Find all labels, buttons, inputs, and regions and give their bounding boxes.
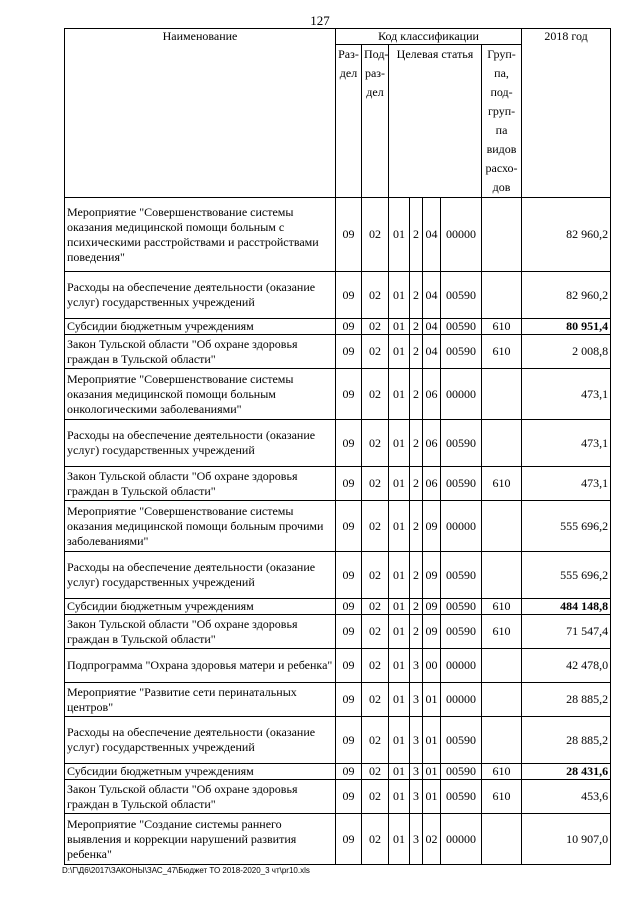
row-razdel-cell: 09	[336, 335, 362, 369]
row-program-code-cell: 01	[389, 272, 410, 319]
row-name-cell: Мероприятие "Создание системы раннего выявления и коррекции нарушений развития ребенка"	[65, 814, 336, 865]
row-event-code-cell: 04	[423, 272, 441, 319]
row-direction-code-cell: 00590	[441, 319, 482, 335]
row-direction-code-cell: 00590	[441, 780, 482, 814]
row-razdel-cell: 09	[336, 717, 362, 764]
row-name-cell: Мероприятие "Совершенствование системы оказания медицинской помощи больным с психическими расстройствами и расстройствами поведения"	[65, 198, 336, 272]
row-program-code-cell: 01	[389, 369, 410, 420]
row-program-code-cell: 01	[389, 717, 410, 764]
header-expense-group: Груп- па, под- груп- па видов расхо- дов	[482, 45, 522, 198]
row-event-code-cell: 04	[423, 319, 441, 335]
row-event-code-cell: 06	[423, 369, 441, 420]
row-direction-code-cell: 00000	[441, 649, 482, 683]
row-subprogram-code-cell: 2	[410, 599, 423, 615]
row-name-cell: Подпрограмма "Охрана здоровья матери и ребенка"	[65, 649, 336, 683]
row-name-cell: Закон Тульской области "Об охране здоровья граждан в Тульской области"	[65, 615, 336, 649]
page-number: 127	[310, 13, 330, 28]
row-amount-cell: 10 907,0	[522, 814, 611, 865]
row-subprogram-code-cell: 3	[410, 683, 423, 717]
row-name-cell: Закон Тульской области "Об охране здоровья граждан в Тульской области"	[65, 335, 336, 369]
row-amount-cell: 473,1	[522, 467, 611, 501]
row-podrazdel-cell: 02	[362, 198, 389, 272]
row-amount-cell: 555 696,2	[522, 501, 611, 552]
file-path-footer: D:\Г\Д6\2017\ЗАКОНЫ\ЗАС_47\Бюджет ТО 2018-2020_3 чт\pr10.xls	[62, 866, 310, 875]
row-program-code-cell: 01	[389, 198, 410, 272]
row-expense-group-cell	[482, 683, 522, 717]
row-podrazdel-cell: 02	[362, 467, 389, 501]
row-amount-cell: 42 478,0	[522, 649, 611, 683]
row-name-cell: Мероприятие "Совершенствование системы оказания медицинской помощи больным онкологическими заболеваниями"	[65, 369, 336, 420]
row-event-code-cell: 01	[423, 683, 441, 717]
row-direction-code-cell: 00590	[441, 552, 482, 599]
row-event-code-cell: 02	[423, 814, 441, 865]
budget-table	[64, 28, 611, 865]
table-row	[65, 501, 611, 552]
row-podrazdel-cell: 02	[362, 501, 389, 552]
row-subprogram-code-cell: 2	[410, 552, 423, 599]
row-direction-code-cell: 00590	[441, 599, 482, 615]
row-direction-code-cell: 00000	[441, 198, 482, 272]
row-expense-group-cell: 610	[482, 467, 522, 501]
row-podrazdel-cell: 02	[362, 369, 389, 420]
row-podrazdel-cell: 02	[362, 683, 389, 717]
row-podrazdel-cell: 02	[362, 814, 389, 865]
header-year: 2018 год	[522, 29, 611, 198]
row-expense-group-cell	[482, 501, 522, 552]
row-expense-group-cell: 610	[482, 780, 522, 814]
row-subprogram-code-cell: 2	[410, 501, 423, 552]
row-expense-group-cell: 610	[482, 599, 522, 615]
table-row	[65, 764, 611, 780]
row-amount-cell: 82 960,2	[522, 272, 611, 319]
row-program-code-cell: 01	[389, 501, 410, 552]
row-direction-code-cell: 00590	[441, 615, 482, 649]
row-expense-group-cell	[482, 649, 522, 683]
table-row	[65, 683, 611, 717]
row-name-cell: Расходы на обеспечение деятельности (оказание услуг) государственных учреждений	[65, 717, 336, 764]
row-amount-cell: 473,1	[522, 369, 611, 420]
table-row	[65, 780, 611, 814]
row-podrazdel-cell: 02	[362, 717, 389, 764]
row-razdel-cell: 09	[336, 683, 362, 717]
row-expense-group-cell	[482, 814, 522, 865]
row-direction-code-cell: 00000	[441, 501, 482, 552]
table-row	[65, 814, 611, 865]
row-event-code-cell: 01	[423, 717, 441, 764]
row-subprogram-code-cell: 2	[410, 198, 423, 272]
row-expense-group-cell	[482, 552, 522, 599]
table-row	[65, 335, 611, 369]
table-row	[65, 615, 611, 649]
row-amount-cell: 28 885,2	[522, 717, 611, 764]
row-direction-code-cell: 00000	[441, 369, 482, 420]
row-razdel-cell: 09	[336, 369, 362, 420]
row-name-cell: Закон Тульской области "Об охране здоровья граждан в Тульской области"	[65, 467, 336, 501]
row-program-code-cell: 01	[389, 683, 410, 717]
row-name-cell: Субсидии бюджетным учреждениям	[65, 319, 336, 335]
row-amount-cell: 555 696,2	[522, 552, 611, 599]
header-razdel: Раз- дел	[336, 45, 362, 198]
row-expense-group-cell: 610	[482, 764, 522, 780]
row-razdel-cell: 09	[336, 272, 362, 319]
row-amount-cell: 473,1	[522, 420, 611, 467]
row-subprogram-code-cell: 2	[410, 272, 423, 319]
row-amount-cell: 2 008,8	[522, 335, 611, 369]
row-podrazdel-cell: 02	[362, 599, 389, 615]
row-podrazdel-cell: 02	[362, 319, 389, 335]
row-name-cell: Мероприятие "Совершенствование системы оказания медицинской помощи больным прочими заболеваниями"	[65, 501, 336, 552]
row-program-code-cell: 01	[389, 467, 410, 501]
row-event-code-cell: 04	[423, 198, 441, 272]
header-target-article: Целевая статья	[389, 45, 482, 198]
row-subprogram-code-cell: 2	[410, 615, 423, 649]
row-subprogram-code-cell: 2	[410, 369, 423, 420]
row-razdel-cell: 09	[336, 198, 362, 272]
row-name-cell: Мероприятие "Развитие сети перинатальных центров"	[65, 683, 336, 717]
row-razdel-cell: 09	[336, 319, 362, 335]
row-subprogram-code-cell: 2	[410, 467, 423, 501]
row-event-code-cell: 01	[423, 764, 441, 780]
row-subprogram-code-cell: 3	[410, 764, 423, 780]
row-event-code-cell: 09	[423, 552, 441, 599]
row-direction-code-cell: 00590	[441, 717, 482, 764]
table-row	[65, 599, 611, 615]
row-program-code-cell: 01	[389, 615, 410, 649]
row-amount-cell: 453,6	[522, 780, 611, 814]
row-razdel-cell: 09	[336, 814, 362, 865]
row-razdel-cell: 09	[336, 764, 362, 780]
row-razdel-cell: 09	[336, 420, 362, 467]
row-subprogram-code-cell: 2	[410, 319, 423, 335]
row-direction-code-cell: 00590	[441, 335, 482, 369]
row-event-code-cell: 09	[423, 615, 441, 649]
row-expense-group-cell	[482, 198, 522, 272]
row-direction-code-cell: 00000	[441, 683, 482, 717]
row-amount-cell: 80 951,4	[522, 319, 611, 335]
table-row	[65, 198, 611, 272]
row-direction-code-cell: 00590	[441, 764, 482, 780]
row-razdel-cell: 09	[336, 615, 362, 649]
row-event-code-cell: 06	[423, 420, 441, 467]
row-program-code-cell: 01	[389, 552, 410, 599]
row-program-code-cell: 01	[389, 319, 410, 335]
row-name-cell: Закон Тульской области "Об охране здоровья граждан в Тульской области"	[65, 780, 336, 814]
row-subprogram-code-cell: 2	[410, 335, 423, 369]
row-expense-group-cell	[482, 369, 522, 420]
row-event-code-cell: 01	[423, 780, 441, 814]
row-amount-cell: 28 431,6	[522, 764, 611, 780]
row-amount-cell: 71 547,4	[522, 615, 611, 649]
table-row	[65, 552, 611, 599]
row-expense-group-cell	[482, 717, 522, 764]
table-row	[65, 717, 611, 764]
row-direction-code-cell: 00590	[441, 467, 482, 501]
row-podrazdel-cell: 02	[362, 420, 389, 467]
row-razdel-cell: 09	[336, 780, 362, 814]
row-direction-code-cell: 00590	[441, 420, 482, 467]
row-razdel-cell: 09	[336, 501, 362, 552]
row-amount-cell: 484 148,8	[522, 599, 611, 615]
table-row	[65, 369, 611, 420]
row-program-code-cell: 01	[389, 814, 410, 865]
row-podrazdel-cell: 02	[362, 272, 389, 319]
row-name-cell: Субсидии бюджетным учреждениям	[65, 764, 336, 780]
row-program-code-cell: 01	[389, 649, 410, 683]
row-expense-group-cell: 610	[482, 319, 522, 335]
row-expense-group-cell	[482, 420, 522, 467]
table-row	[65, 272, 611, 319]
row-program-code-cell: 01	[389, 599, 410, 615]
row-program-code-cell: 01	[389, 780, 410, 814]
row-direction-code-cell: 00000	[441, 814, 482, 865]
table-body	[65, 198, 611, 865]
row-event-code-cell: 04	[423, 335, 441, 369]
row-event-code-cell: 06	[423, 467, 441, 501]
row-expense-group-cell	[482, 272, 522, 319]
header-podrazdel: Под- раз- дел	[362, 45, 389, 198]
row-podrazdel-cell: 02	[362, 764, 389, 780]
row-podrazdel-cell: 02	[362, 615, 389, 649]
row-direction-code-cell: 00590	[441, 272, 482, 319]
row-subprogram-code-cell: 3	[410, 717, 423, 764]
row-program-code-cell: 01	[389, 335, 410, 369]
row-razdel-cell: 09	[336, 552, 362, 599]
row-name-cell: Субсидии бюджетным учреждениям	[65, 599, 336, 615]
header-code-group: Код классификации	[336, 29, 522, 45]
row-subprogram-code-cell: 3	[410, 649, 423, 683]
table-row	[65, 649, 611, 683]
row-razdel-cell: 09	[336, 649, 362, 683]
row-amount-cell: 82 960,2	[522, 198, 611, 272]
row-name-cell: Расходы на обеспечение деятельности (оказание услуг) государственных учреждений	[65, 272, 336, 319]
row-subprogram-code-cell: 3	[410, 814, 423, 865]
table-row	[65, 467, 611, 501]
row-subprogram-code-cell: 2	[410, 420, 423, 467]
row-event-code-cell: 09	[423, 501, 441, 552]
row-expense-group-cell: 610	[482, 615, 522, 649]
row-podrazdel-cell: 02	[362, 335, 389, 369]
row-razdel-cell: 09	[336, 599, 362, 615]
row-program-code-cell: 01	[389, 764, 410, 780]
row-event-code-cell: 00	[423, 649, 441, 683]
row-razdel-cell: 09	[336, 467, 362, 501]
row-event-code-cell: 09	[423, 599, 441, 615]
row-podrazdel-cell: 02	[362, 649, 389, 683]
row-expense-group-cell: 610	[482, 335, 522, 369]
row-program-code-cell: 01	[389, 420, 410, 467]
table-row	[65, 319, 611, 335]
row-podrazdel-cell: 02	[362, 780, 389, 814]
table-row	[65, 420, 611, 467]
row-name-cell: Расходы на обеспечение деятельности (оказание услуг) государственных учреждений	[65, 552, 336, 599]
row-podrazdel-cell: 02	[362, 552, 389, 599]
header-name: Наименование	[65, 29, 336, 198]
row-subprogram-code-cell: 3	[410, 780, 423, 814]
row-name-cell: Расходы на обеспечение деятельности (оказание услуг) государственных учреждений	[65, 420, 336, 467]
row-amount-cell: 28 885,2	[522, 683, 611, 717]
